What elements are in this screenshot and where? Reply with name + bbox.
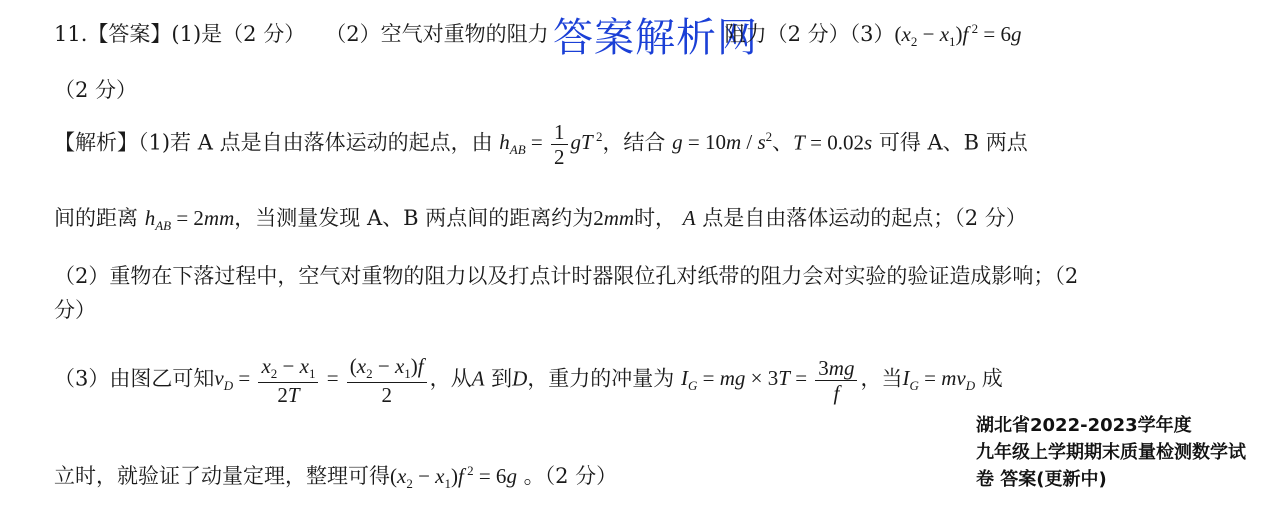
analysis-line-5: （3）由图乙可知$v_D$ = $\frac{x_2 - x_1}{2T}$ = $\frac{(x_2 - x_1)f}{2}$ ，从A 到D，重力的冲量为 $I_G$ = mg × 3T = $\frac{3mg}{f}$ ，当$I_G = mv_D$ 成 (54, 354, 1003, 408)
title-line-1: 湖北省2022-2023学年度 (976, 415, 1192, 436)
analysis-s3e: ，当 (860, 366, 903, 391)
analysis-s1c: 可得 A、B 两点 (878, 130, 1028, 155)
analysis-s1-l2a: 间的距离 (54, 206, 138, 230)
analysis-s2: （2）重物在下落过程中，空气对重物的阻力以及打点计时器限位孔对纸带的阻力会对实验的验证造成影响；（2 (54, 264, 1079, 288)
answer-part1: (1)是（2 分） (171, 22, 306, 46)
analysis-label: 【解析】 (54, 130, 138, 155)
answer-line (54, 22, 1021, 48)
analysis-s1a: （1)若 A 点是自由落体运动的起点，由 (138, 130, 493, 155)
answer-label: 11.【答案】 (54, 22, 172, 46)
formula-vd: $v_D$ = $\frac{x_2 - x_1}{2T}$ = $\frac{(x_2 - x_1)f}{2}$ (214, 366, 429, 390)
answer-formula: $(x_2 - x_1)f$ $^2$ = 6g (894, 21, 1022, 50)
analysis-line-2 (54, 208, 1027, 232)
analysis-line-6 (54, 464, 617, 490)
formula-ig-mvd: $I_G = mv_D$ (902, 366, 976, 394)
answer-score-line (54, 80, 137, 101)
title-line-3: 卷 答案(更新中) (976, 469, 1107, 490)
analysis-s3f: 成 (981, 366, 1003, 391)
formula-ig: $I_G$ = mg × 3T = $\frac{3mg}{f}$ (681, 366, 860, 390)
analysis-s1b: ，结合 (602, 130, 666, 155)
analysis-line-4 (54, 300, 96, 321)
formula-final: $(x_2 - x_1)f$ $^2$ = 6g (390, 463, 517, 492)
formula-2mm: 2mm (593, 206, 635, 230)
formula-g: $g = 10m / s^2$ (672, 129, 773, 155)
formula-hab-2mm: $h_{AB} = 2mm$ (144, 206, 235, 234)
analysis-s3b: ，从 (429, 366, 472, 391)
analysis-s3d: ，重力的冲量为 (527, 366, 675, 391)
title-watermark (976, 412, 1286, 493)
analysis-line-3 (54, 266, 1078, 287)
analysis-s3-l2b: 。（2 分） (523, 464, 618, 488)
analysis-s3c: 到 (491, 366, 513, 391)
analysis-s2-end: 分） (54, 298, 96, 322)
formula-t: T = 0.02s (793, 130, 873, 155)
analysis-s1-l2b: ，当测量发现 A、B 两点间的距离约为 (234, 206, 594, 230)
formula-hab: $h_{AB}$ = $\frac{1}{2}$ gT $^2$ (499, 120, 603, 170)
analysis-line-1: 【解析】（1)若 A 点是自由落体运动的起点，由 $h_{AB}$ = $\frac{1}{2}$ gT $^2$，结合 $g = 10m / s^2$、T = 0.02s 可得 A、B 两点 (54, 120, 1028, 170)
analysis-s3-l2a: 立时，就验证了动量定理，整理可得 (54, 464, 390, 488)
answer-part2-tail: 阻力（2 分）（3） (724, 22, 895, 46)
site-watermark: 答案解析网 (553, 15, 758, 61)
analysis-s1-l2d: 点是自由落体运动的起点；（2 分） (702, 206, 1027, 230)
answer-part2a: （2）空气对重物的阻力 (325, 22, 549, 46)
answer-score: （2 分） (54, 78, 138, 102)
analysis-s1-l2c: 时， (634, 206, 677, 230)
point-a: A (682, 206, 696, 230)
title-line-2: 九年级上学期期末质量检测数学试 (976, 442, 1246, 463)
analysis-s3a: （3）由图乙可知 (54, 366, 215, 391)
